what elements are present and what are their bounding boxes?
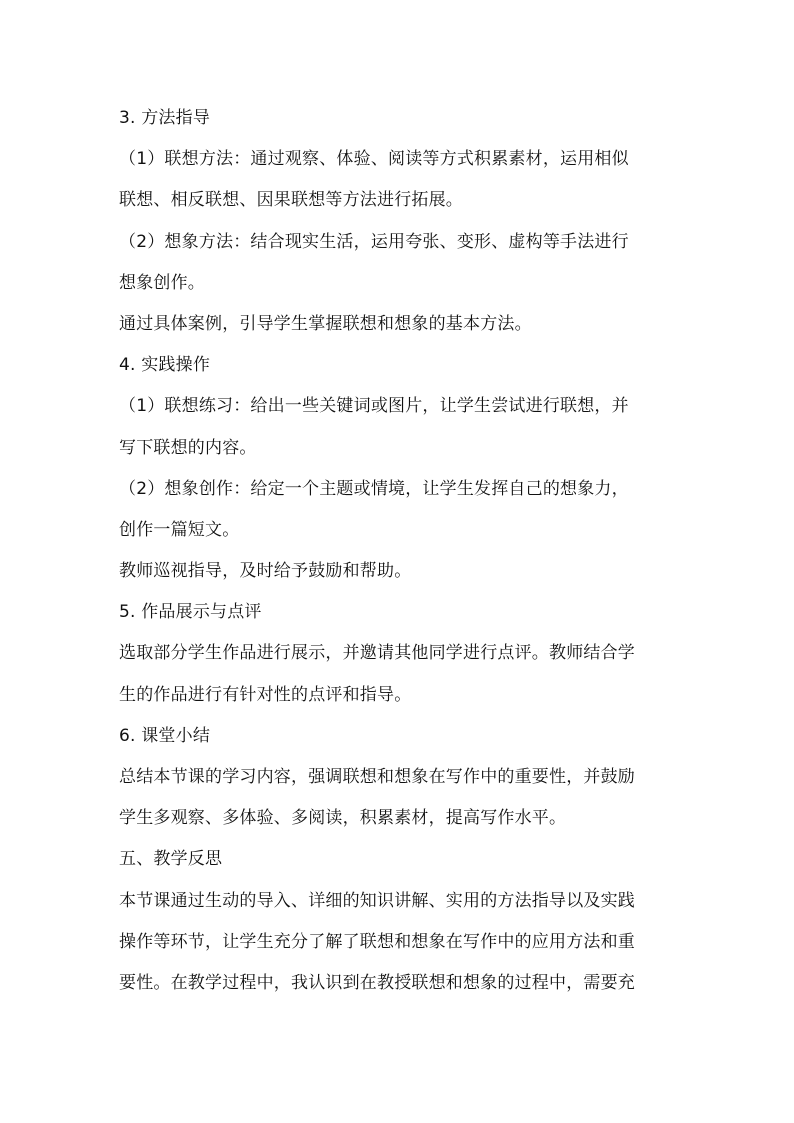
section-heading-summary: 6. 课堂小结: [119, 725, 211, 746]
paragraph-line: 创作一篇短文。: [119, 519, 240, 540]
document-body: [119, 104, 679, 1010]
section-heading-showcase: 5. 作品展示与点评: [119, 602, 262, 623]
paragraph-line: 想象创作。: [119, 272, 205, 293]
paragraph-line: 操作等环节，让学生充分了解了联想和想象在写作中的应用方法和重: [119, 931, 635, 952]
paragraph-line: （2）想象方法：结合现实生活，运用夸张、变形、虚构等手法进行: [119, 231, 629, 252]
paragraph-line: 通过具体案例，引导学生掌握联想和想象的基本方法。: [119, 313, 532, 334]
paragraph-line: 联想、相反联想、因果联想等方法进行拓展。: [119, 190, 463, 211]
section-heading-method-guidance: 3. 方法指导: [119, 108, 211, 128]
paragraph-line: 教师巡视指导，及时给予鼓励和帮助。: [119, 561, 412, 582]
paragraph-line: （1）联想练习：给出一些关键词或图片，让学生尝试进行联想，并: [119, 396, 629, 417]
paragraph-line: 写下联想的内容。: [119, 437, 257, 458]
paragraph-line: （1）联想方法：通过观察、体验、阅读等方式积累素材，运用相似: [119, 149, 629, 170]
section-heading-reflection: 五、教学反思: [119, 849, 223, 870]
paragraph-line: 选取部分学生作品进行展示，并邀请其他同学进行点评。教师结合学: [119, 643, 635, 664]
paragraph-line: 生的作品进行有针对性的点评和指导。: [119, 684, 412, 705]
section-heading-practice: 4. 实践操作: [119, 355, 211, 376]
paragraph-line: 本节课通过生动的导入、详细的知识讲解、实用的方法指导以及实践: [119, 890, 635, 911]
paragraph-line: 总结本节课的学习内容，强调联想和想象在写作中的重要性，并鼓励: [119, 767, 635, 787]
paragraph-line: 学生多观察、多体验、多阅读，积累素材，提高写作水平。: [119, 808, 567, 829]
paragraph-line: 要性。在教学过程中，我认识到在教授联想和想象的过程中，需要充: [119, 972, 635, 993]
paragraph-line: （2）想象创作：给定一个主题或情境，让学生发挥自己的想象力，: [119, 478, 629, 499]
